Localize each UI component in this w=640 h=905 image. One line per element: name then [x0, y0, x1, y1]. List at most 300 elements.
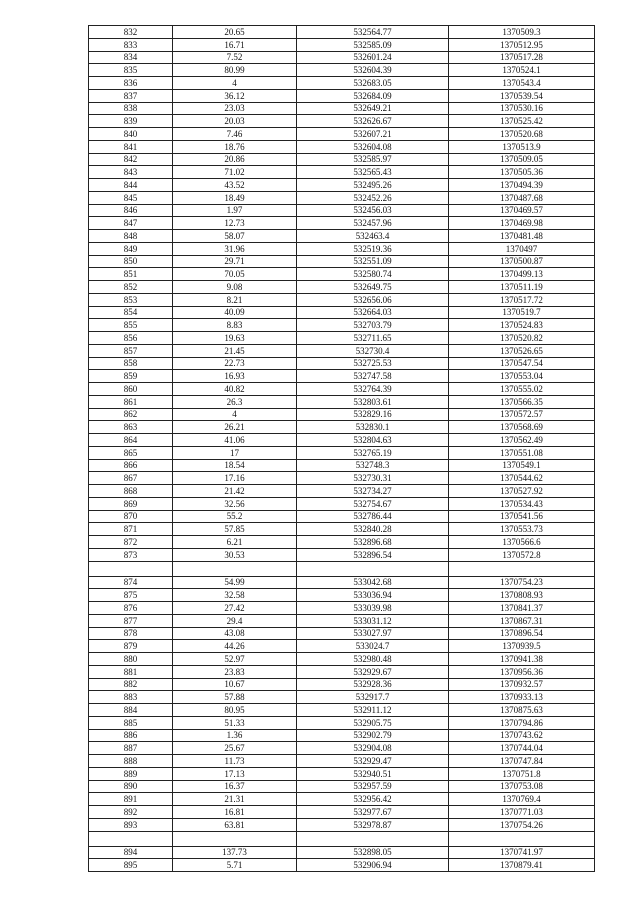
table-row [89, 548, 595, 561]
table-row [89, 128, 595, 141]
distance-cell: 26.3 [173, 395, 297, 408]
point-number-cell: 871 [89, 523, 173, 536]
table-row [89, 89, 595, 102]
x-coordinate-cell: 532564.77 [297, 26, 449, 39]
distance-cell: 4 [173, 77, 297, 90]
x-coordinate-cell: 532565.43 [297, 166, 449, 179]
table-row [89, 395, 595, 408]
y-coordinate-cell: 1370547.54 [449, 357, 595, 370]
distance-cell: 36.12 [173, 89, 297, 102]
table-row [89, 691, 595, 704]
table-row [89, 602, 595, 615]
x-coordinate-cell [297, 831, 449, 846]
y-coordinate-cell: 1370572.8 [449, 548, 595, 561]
x-coordinate-cell: 532452.26 [297, 191, 449, 204]
y-coordinate-cell: 1370566.35 [449, 395, 595, 408]
point-number-cell: 883 [89, 691, 173, 704]
y-coordinate-cell: 1370511.19 [449, 281, 595, 294]
point-number-cell: 858 [89, 357, 173, 370]
x-coordinate-cell: 532905.75 [297, 716, 449, 729]
coordinate-table-body [89, 26, 595, 872]
x-coordinate-cell: 532683.05 [297, 77, 449, 90]
y-coordinate-cell: 1370517.72 [449, 293, 595, 306]
x-coordinate-cell: 532830.1 [297, 421, 449, 434]
distance-cell: 11.73 [173, 755, 297, 768]
coordinate-table [88, 25, 595, 872]
y-coordinate-cell: 1370747.84 [449, 755, 595, 768]
table-row [89, 716, 595, 729]
x-coordinate-cell: 532957.59 [297, 780, 449, 793]
table-row [89, 293, 595, 306]
distance-cell [173, 831, 297, 846]
y-coordinate-cell: 1370566.6 [449, 536, 595, 549]
point-number-cell: 852 [89, 281, 173, 294]
distance-cell: 29.4 [173, 614, 297, 627]
distance-cell: 21.45 [173, 344, 297, 357]
y-coordinate-cell: 1370541.56 [449, 510, 595, 523]
distance-cell: 8.21 [173, 293, 297, 306]
point-number-cell: 869 [89, 497, 173, 510]
table-row [89, 51, 595, 64]
x-coordinate-cell: 532898.05 [297, 846, 449, 859]
y-coordinate-cell: 1370572.57 [449, 408, 595, 421]
x-coordinate-cell: 532804.63 [297, 434, 449, 447]
point-number-cell: 857 [89, 344, 173, 357]
x-coordinate-cell: 532495.26 [297, 179, 449, 192]
distance-cell: 57.85 [173, 523, 297, 536]
table-row [89, 704, 595, 717]
distance-cell: 31.96 [173, 242, 297, 255]
distance-cell: 43.08 [173, 627, 297, 640]
distance-cell: 137.73 [173, 846, 297, 859]
point-number-cell: 865 [89, 446, 173, 459]
distance-cell: 51.33 [173, 716, 297, 729]
point-number-cell: 850 [89, 255, 173, 268]
x-coordinate-cell: 532829.16 [297, 408, 449, 421]
y-coordinate-cell: 1370527.92 [449, 485, 595, 498]
table-row [89, 678, 595, 691]
distance-cell: 55.2 [173, 510, 297, 523]
point-number-cell: 877 [89, 614, 173, 627]
table-row [89, 281, 595, 294]
x-coordinate-cell: 532734.27 [297, 485, 449, 498]
table-row [89, 153, 595, 166]
table-row [89, 166, 595, 179]
distance-cell: 5.71 [173, 859, 297, 872]
table-row [89, 510, 595, 523]
point-number-cell: 876 [89, 602, 173, 615]
table-row [89, 140, 595, 153]
table-row [89, 640, 595, 653]
x-coordinate-cell: 532664.03 [297, 306, 449, 319]
y-coordinate-cell: 1370751.8 [449, 767, 595, 780]
x-coordinate-cell: 533042.68 [297, 576, 449, 589]
y-coordinate-cell: 1370549.1 [449, 459, 595, 472]
y-coordinate-cell: 1370555.02 [449, 383, 595, 396]
point-number-cell: 884 [89, 704, 173, 717]
x-coordinate-cell: 532764.39 [297, 383, 449, 396]
distance-cell: 30.53 [173, 548, 297, 561]
y-coordinate-cell: 1370568.69 [449, 421, 595, 434]
x-coordinate-cell: 532754.67 [297, 497, 449, 510]
point-number-cell: 872 [89, 536, 173, 549]
x-coordinate-cell: 532730.4 [297, 344, 449, 357]
y-coordinate-cell: 1370481.48 [449, 230, 595, 243]
y-coordinate-cell: 1370505.36 [449, 166, 595, 179]
distance-cell: 40.82 [173, 383, 297, 396]
x-coordinate-cell: 533027.97 [297, 627, 449, 640]
y-coordinate-cell: 1370534.43 [449, 497, 595, 510]
point-number-cell: 890 [89, 780, 173, 793]
table-row [89, 357, 595, 370]
x-coordinate-cell: 532980.48 [297, 653, 449, 666]
point-number-cell: 895 [89, 859, 173, 872]
x-coordinate-cell: 532765.19 [297, 446, 449, 459]
y-coordinate-cell: 1370741.97 [449, 846, 595, 859]
point-number-cell [89, 561, 173, 576]
table-row [89, 806, 595, 819]
point-number-cell: 893 [89, 818, 173, 831]
point-number-cell: 885 [89, 716, 173, 729]
distance-cell: 7.46 [173, 128, 297, 141]
y-coordinate-cell: 1370744.04 [449, 742, 595, 755]
point-number-cell: 863 [89, 421, 173, 434]
table-row [89, 383, 595, 396]
y-coordinate-cell: 1370469.57 [449, 204, 595, 217]
point-number-cell: 861 [89, 395, 173, 408]
y-coordinate-cell: 1370543.4 [449, 77, 595, 90]
table-row [89, 793, 595, 806]
x-coordinate-cell: 532703.79 [297, 319, 449, 332]
y-coordinate-cell: 1370562.49 [449, 434, 595, 447]
table-row [89, 344, 595, 357]
y-coordinate-cell: 1370520.68 [449, 128, 595, 141]
x-coordinate-cell: 532656.06 [297, 293, 449, 306]
point-number-cell: 870 [89, 510, 173, 523]
table-row [89, 561, 595, 576]
y-coordinate-cell: 1370509.05 [449, 153, 595, 166]
y-coordinate-cell: 1370879.41 [449, 859, 595, 872]
table-row [89, 64, 595, 77]
table-row [89, 38, 595, 51]
y-coordinate-cell [449, 831, 595, 846]
point-number-cell: 851 [89, 268, 173, 281]
table-row [89, 421, 595, 434]
distance-cell: 44.26 [173, 640, 297, 653]
table-row [89, 242, 595, 255]
x-coordinate-cell: 532940.51 [297, 767, 449, 780]
point-number-cell: 881 [89, 665, 173, 678]
y-coordinate-cell: 1370487.68 [449, 191, 595, 204]
distance-cell: 21.31 [173, 793, 297, 806]
x-coordinate-cell: 532463.4 [297, 230, 449, 243]
y-coordinate-cell: 1370509.3 [449, 26, 595, 39]
point-number-cell: 856 [89, 332, 173, 345]
distance-cell: 26.21 [173, 421, 297, 434]
y-coordinate-cell: 1370526.65 [449, 344, 595, 357]
distance-cell: 18.54 [173, 459, 297, 472]
point-number-cell: 847 [89, 217, 173, 230]
distance-cell: 57.88 [173, 691, 297, 704]
y-coordinate-cell: 1370553.73 [449, 523, 595, 536]
distance-cell: 20.03 [173, 115, 297, 128]
x-coordinate-cell: 532730.31 [297, 472, 449, 485]
x-coordinate-cell: 532551.09 [297, 255, 449, 268]
x-coordinate-cell: 532978.87 [297, 818, 449, 831]
table-row [89, 576, 595, 589]
distance-cell: 16.37 [173, 780, 297, 793]
x-coordinate-cell: 532896.68 [297, 536, 449, 549]
y-coordinate-cell: 1370497 [449, 242, 595, 255]
y-coordinate-cell: 1370551.08 [449, 446, 595, 459]
point-number-cell: 882 [89, 678, 173, 691]
x-coordinate-cell: 533036.94 [297, 589, 449, 602]
table-row [89, 536, 595, 549]
y-coordinate-cell: 1370754.23 [449, 576, 595, 589]
y-coordinate-cell: 1370743.62 [449, 729, 595, 742]
x-coordinate-cell: 532956.42 [297, 793, 449, 806]
point-number-cell: 868 [89, 485, 173, 498]
point-number-cell: 837 [89, 89, 173, 102]
distance-cell: 1.36 [173, 729, 297, 742]
distance-cell: 40.09 [173, 306, 297, 319]
point-number-cell: 849 [89, 242, 173, 255]
x-coordinate-cell: 532748.3 [297, 459, 449, 472]
y-coordinate-cell: 1370932.57 [449, 678, 595, 691]
point-number-cell: 834 [89, 51, 173, 64]
x-coordinate-cell: 532896.54 [297, 548, 449, 561]
table-row [89, 653, 595, 666]
x-coordinate-cell: 532725.53 [297, 357, 449, 370]
distance-cell: 4 [173, 408, 297, 421]
x-coordinate-cell: 532585.09 [297, 38, 449, 51]
distance-cell: 23.03 [173, 102, 297, 115]
x-coordinate-cell: 532902.79 [297, 729, 449, 742]
table-row [89, 742, 595, 755]
distance-cell: 19.63 [173, 332, 297, 345]
x-coordinate-cell: 532604.39 [297, 64, 449, 77]
table-row [89, 102, 595, 115]
y-coordinate-cell: 1370794.86 [449, 716, 595, 729]
x-coordinate-cell: 533024.7 [297, 640, 449, 653]
distance-cell: 29.71 [173, 255, 297, 268]
table-row [89, 729, 595, 742]
distance-cell: 6.21 [173, 536, 297, 549]
point-number-cell: 894 [89, 846, 173, 859]
table-row [89, 319, 595, 332]
table-row [89, 614, 595, 627]
distance-cell: 25.67 [173, 742, 297, 755]
point-number-cell: 879 [89, 640, 173, 653]
point-number-cell: 874 [89, 576, 173, 589]
distance-cell: 10.67 [173, 678, 297, 691]
table-row [89, 859, 595, 872]
x-coordinate-cell: 532711.65 [297, 332, 449, 345]
table-row [89, 77, 595, 90]
table-row [89, 434, 595, 447]
table-row [89, 767, 595, 780]
point-number-cell: 892 [89, 806, 173, 819]
point-number-cell: 843 [89, 166, 173, 179]
distance-cell: 80.95 [173, 704, 297, 717]
table-row [89, 26, 595, 39]
point-number-cell: 887 [89, 742, 173, 755]
distance-cell: 8.83 [173, 319, 297, 332]
y-coordinate-cell: 1370841.37 [449, 602, 595, 615]
distance-cell: 17.16 [173, 472, 297, 485]
distance-cell: 20.65 [173, 26, 297, 39]
point-number-cell: 840 [89, 128, 173, 141]
point-number-cell: 848 [89, 230, 173, 243]
table-row [89, 831, 595, 846]
y-coordinate-cell: 1370553.04 [449, 370, 595, 383]
table-row [89, 627, 595, 640]
y-coordinate-cell: 1370469.98 [449, 217, 595, 230]
x-coordinate-cell: 532904.08 [297, 742, 449, 755]
distance-cell: 23.83 [173, 665, 297, 678]
point-number-cell: 889 [89, 767, 173, 780]
point-number-cell: 853 [89, 293, 173, 306]
y-coordinate-cell: 1370524.1 [449, 64, 595, 77]
y-coordinate-cell: 1370896.54 [449, 627, 595, 640]
distance-cell: 9.08 [173, 281, 297, 294]
point-number-cell: 838 [89, 102, 173, 115]
table-row [89, 523, 595, 536]
x-coordinate-cell: 532840.28 [297, 523, 449, 536]
x-coordinate-cell: 532626.67 [297, 115, 449, 128]
y-coordinate-cell: 1370933.13 [449, 691, 595, 704]
y-coordinate-cell: 1370753.08 [449, 780, 595, 793]
point-number-cell: 888 [89, 755, 173, 768]
table-row [89, 255, 595, 268]
y-coordinate-cell: 1370524.83 [449, 319, 595, 332]
distance-cell: 27.42 [173, 602, 297, 615]
y-coordinate-cell: 1370939.5 [449, 640, 595, 653]
point-number-cell: 891 [89, 793, 173, 806]
x-coordinate-cell: 532917.7 [297, 691, 449, 704]
table-row [89, 485, 595, 498]
y-coordinate-cell: 1370544.62 [449, 472, 595, 485]
table-row [89, 780, 595, 793]
x-coordinate-cell: 532456.03 [297, 204, 449, 217]
distance-cell: 7.52 [173, 51, 297, 64]
point-number-cell: 866 [89, 459, 173, 472]
point-number-cell: 886 [89, 729, 173, 742]
distance-cell: 16.93 [173, 370, 297, 383]
distance-cell: 18.76 [173, 140, 297, 153]
table-row [89, 332, 595, 345]
x-coordinate-cell: 532585.97 [297, 153, 449, 166]
x-coordinate-cell: 532906.94 [297, 859, 449, 872]
y-coordinate-cell: 1370941.38 [449, 653, 595, 666]
point-number-cell: 836 [89, 77, 173, 90]
x-coordinate-cell: 532601.24 [297, 51, 449, 64]
x-coordinate-cell: 532928.36 [297, 678, 449, 691]
distance-cell: 32.56 [173, 497, 297, 510]
table-row [89, 370, 595, 383]
distance-cell: 12.73 [173, 217, 297, 230]
point-number-cell: 855 [89, 319, 173, 332]
x-coordinate-cell: 532786.44 [297, 510, 449, 523]
y-coordinate-cell: 1370769.4 [449, 793, 595, 806]
distance-cell: 32.58 [173, 589, 297, 602]
point-number-cell: 846 [89, 204, 173, 217]
y-coordinate-cell: 1370875.63 [449, 704, 595, 717]
table-row [89, 446, 595, 459]
y-coordinate-cell: 1370525.42 [449, 115, 595, 128]
y-coordinate-cell: 1370494.39 [449, 179, 595, 192]
table-row [89, 191, 595, 204]
table-row [89, 472, 595, 485]
point-number-cell: 845 [89, 191, 173, 204]
y-coordinate-cell: 1370520.82 [449, 332, 595, 345]
x-coordinate-cell: 532747.58 [297, 370, 449, 383]
table-row [89, 268, 595, 281]
point-number-cell: 875 [89, 589, 173, 602]
x-coordinate-cell: 532457.96 [297, 217, 449, 230]
point-number-cell: 854 [89, 306, 173, 319]
x-coordinate-cell: 532929.67 [297, 665, 449, 678]
distance-cell: 17 [173, 446, 297, 459]
point-number-cell: 835 [89, 64, 173, 77]
point-number-cell: 873 [89, 548, 173, 561]
distance-cell: 70.05 [173, 268, 297, 281]
table-row [89, 755, 595, 768]
distance-cell: 1.97 [173, 204, 297, 217]
y-coordinate-cell: 1370530.16 [449, 102, 595, 115]
distance-cell: 52.97 [173, 653, 297, 666]
y-coordinate-cell: 1370499.13 [449, 268, 595, 281]
table-row [89, 497, 595, 510]
y-coordinate-cell: 1370771.03 [449, 806, 595, 819]
distance-cell: 43.52 [173, 179, 297, 192]
x-coordinate-cell: 532977.67 [297, 806, 449, 819]
x-coordinate-cell: 533039.98 [297, 602, 449, 615]
distance-cell: 18.49 [173, 191, 297, 204]
point-number-cell: 859 [89, 370, 173, 383]
point-number-cell: 878 [89, 627, 173, 640]
x-coordinate-cell: 532519.36 [297, 242, 449, 255]
table-row [89, 306, 595, 319]
table-row [89, 408, 595, 421]
table-row [89, 589, 595, 602]
distance-cell: 17.13 [173, 767, 297, 780]
y-coordinate-cell [449, 561, 595, 576]
distance-cell [173, 561, 297, 576]
table-row [89, 204, 595, 217]
y-coordinate-cell: 1370519.7 [449, 306, 595, 319]
point-number-cell: 860 [89, 383, 173, 396]
y-coordinate-cell: 1370956.36 [449, 665, 595, 678]
y-coordinate-cell: 1370867.31 [449, 614, 595, 627]
x-coordinate-cell [297, 561, 449, 576]
point-number-cell: 880 [89, 653, 173, 666]
point-number-cell [89, 831, 173, 846]
x-coordinate-cell: 532911.12 [297, 704, 449, 717]
table-row [89, 459, 595, 472]
point-number-cell: 833 [89, 38, 173, 51]
table-row [89, 846, 595, 859]
distance-cell: 80.99 [173, 64, 297, 77]
distance-cell: 58.07 [173, 230, 297, 243]
distance-cell: 22.73 [173, 357, 297, 370]
y-coordinate-cell: 1370500.87 [449, 255, 595, 268]
y-coordinate-cell: 1370539.54 [449, 89, 595, 102]
distance-cell: 63.81 [173, 818, 297, 831]
x-coordinate-cell: 532803.61 [297, 395, 449, 408]
table-row [89, 230, 595, 243]
table-row [89, 115, 595, 128]
